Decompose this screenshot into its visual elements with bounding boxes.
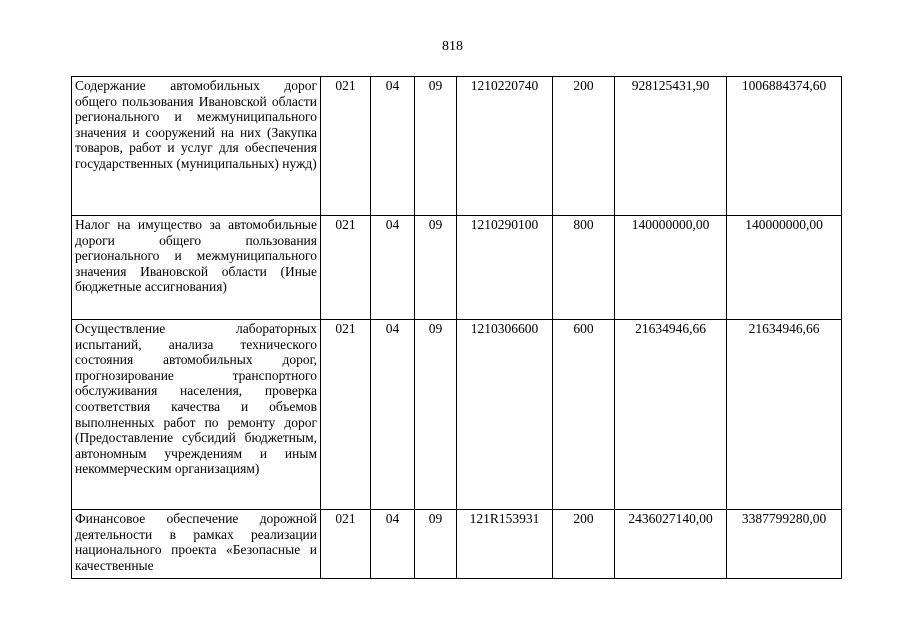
table-row — [72, 320, 842, 510]
amount-year-2: 140000000,00 — [727, 216, 842, 320]
target-article-code: 1210290100 — [457, 216, 553, 320]
expense-type-code: 200 — [553, 77, 615, 216]
ministry-code: 021 — [321, 216, 371, 320]
subsection-code: 09 — [415, 77, 457, 216]
table-row — [72, 216, 842, 320]
amount-year-1: 140000000,00 — [615, 216, 727, 320]
amount-year-1: 928125431,90 — [615, 77, 727, 216]
section-code: 04 — [371, 510, 415, 579]
target-article-code: 121R153931 — [457, 510, 553, 579]
subsection-code: 09 — [415, 216, 457, 320]
ministry-code: 021 — [321, 510, 371, 579]
ministry-code: 021 — [321, 77, 371, 216]
amount-year-2: 21634946,66 — [727, 320, 842, 510]
expense-type-code: 800 — [553, 216, 615, 320]
target-article-code: 1210306600 — [457, 320, 553, 510]
target-article-code: 1210220740 — [457, 77, 553, 216]
amount-year-1: 21634946,66 — [615, 320, 727, 510]
expense-type-code: 600 — [553, 320, 615, 510]
page-number: 818 — [442, 39, 463, 54]
row-description: Осуществление лабораторных испытаний, анализа технического состояния автомобильных дорог, прогнозирование транспортного обслуживания населения, проверка соответствия качества и объемов выполненных работ по ремонту дорог (Предоставление субсидий бюджетным, автономным учреждениям и иным некоммерческим организациям) — [72, 320, 321, 510]
ministry-code: 021 — [321, 320, 371, 510]
row-description: Содержание автомобильных дорог общего пользования Ивановской области регионального и межмуниципального значения и сооружений на них (Закупка товаров, работ и услуг для обеспечения государственных (муниципальных) нужд) — [72, 77, 321, 216]
budget-table — [71, 76, 842, 579]
expense-type-code: 200 — [553, 510, 615, 579]
table-row — [72, 77, 842, 216]
section-code: 04 — [371, 77, 415, 216]
subsection-code: 09 — [415, 320, 457, 510]
subsection-code: 09 — [415, 510, 457, 579]
amount-year-2: 1006884374,60 — [727, 77, 842, 216]
amount-year-2: 3387799280,00 — [727, 510, 842, 579]
row-description: Финансовое обеспечение дорожной деятельности в рамках реализации национального проекта «Безопасные и качественные — [72, 510, 321, 579]
section-code: 04 — [371, 216, 415, 320]
table-row — [72, 510, 842, 579]
amount-year-1: 2436027140,00 — [615, 510, 727, 579]
section-code: 04 — [371, 320, 415, 510]
row-description: Налог на имущество за автомобильные дороги общего пользования регионального и межмуниципального значения Ивановской области (Иные бюджетные ассигнования) — [72, 216, 321, 320]
